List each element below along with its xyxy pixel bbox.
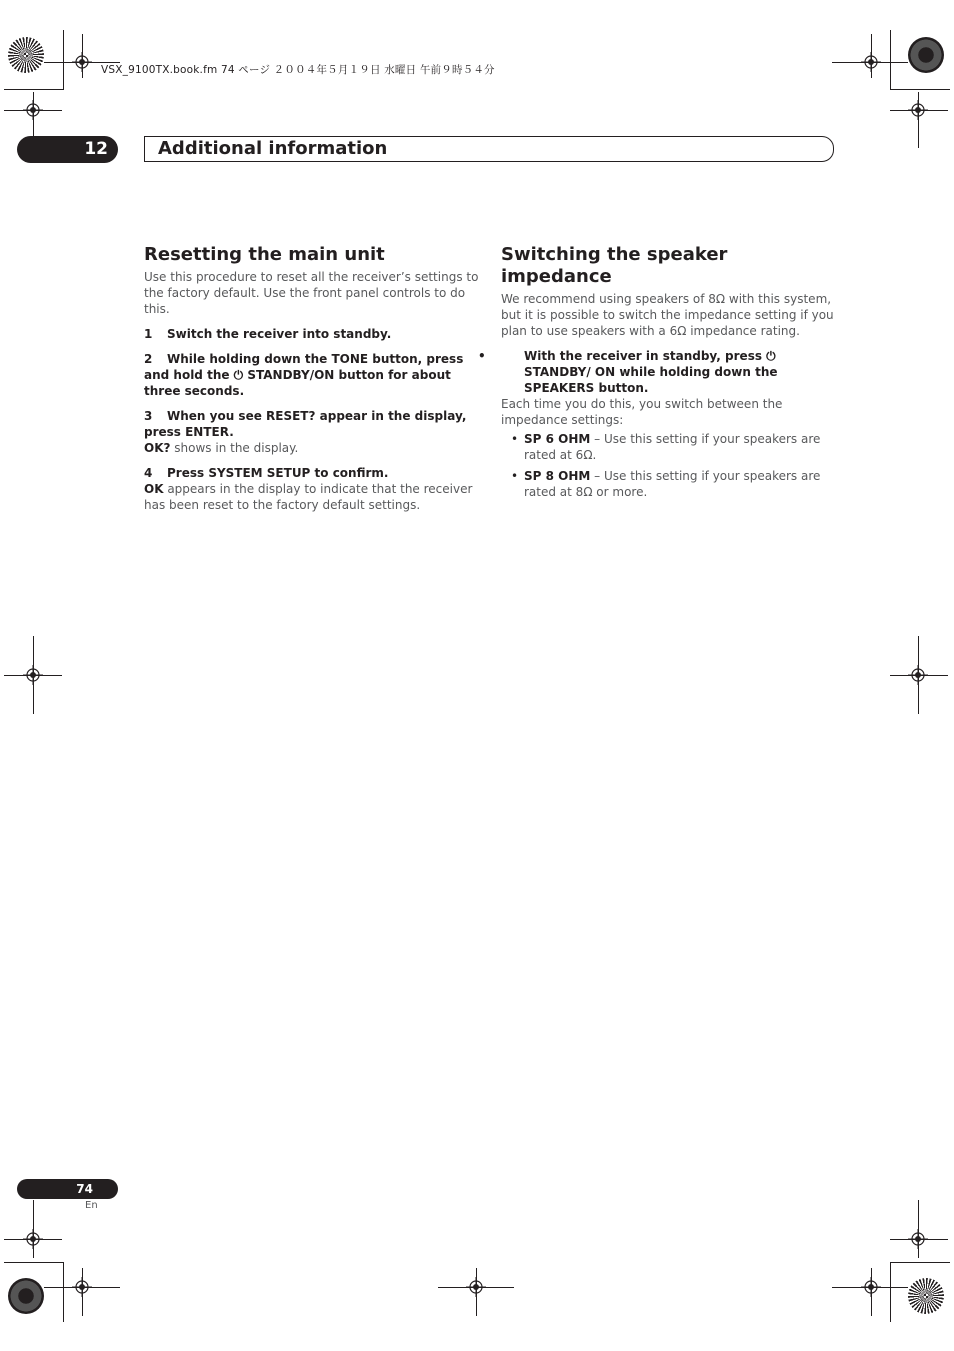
registration-wheel-icon: [8, 1278, 44, 1314]
chapter-title: Additional information: [158, 138, 388, 159]
reset-step-2: 2 While holding down the TONE button, press and hold the ⏻ STANDBY/ON button for about three seconds.: [144, 352, 464, 398]
reset-step-4: 4 Press SYSTEM SETUP to confirm.: [144, 466, 389, 480]
impedance-heading: Switching the speaker impedance: [501, 244, 728, 287]
impedance-step-note: Each time you do this, you switch between the impedance settings:: [501, 397, 783, 427]
list-item: • SP 8 OHM – Use this setting if your speakers are rated at 8Ω or more.: [511, 468, 839, 500]
registration-wheel-icon: [908, 37, 944, 73]
list-item: • SP 6 OHM – Use this setting if your speakers are rated at 6Ω.: [511, 431, 839, 463]
reset-section: [144, 244, 482, 513]
impedance-options: [501, 431, 839, 500]
reset-intro: Use this procedure to reset all the receiver’s settings to the factory default. Use the front panel controls to do this.: [144, 270, 479, 316]
chapter-title-bar: [144, 136, 834, 162]
registration-wheel-icon: [8, 37, 44, 73]
reset-heading: Resetting the main unit: [144, 244, 385, 265]
chapter-tab: [17, 136, 118, 163]
reset-step-3: 3 When you see RESET? appear in the display, press ENTER.: [144, 409, 467, 439]
page-number-tab: [17, 1179, 118, 1199]
file-header: VSX_9100TX.book.fm 74 ページ ２００４年５月１９日 水曜日 午前９時５４分: [101, 64, 495, 76]
impedance-intro: We recommend using speakers of 8Ω with this system, but it is possible to switch the impedance setting if you plan to use speakers with a 6Ω impedance rating.: [501, 292, 834, 338]
page-number: 74: [76, 1182, 93, 1196]
registration-wheel-icon: [908, 1278, 944, 1314]
reset-step-1: 1 Switch the receiver into standby.: [144, 327, 392, 341]
chapter-number: 12: [84, 139, 108, 159]
reset-step-4-note: OK appears in the display to indicate that the receiver has been reset to the factory default settings.: [144, 482, 473, 512]
reset-step-3-note: OK? shows in the display.: [144, 441, 299, 455]
impedance-step: • With the receiver in standby, press ⏻ STANDBY/ ON while holding down the SPEAKERS button.: [478, 349, 778, 395]
impedance-section: [478, 244, 839, 505]
page-language: En: [85, 1200, 98, 1211]
